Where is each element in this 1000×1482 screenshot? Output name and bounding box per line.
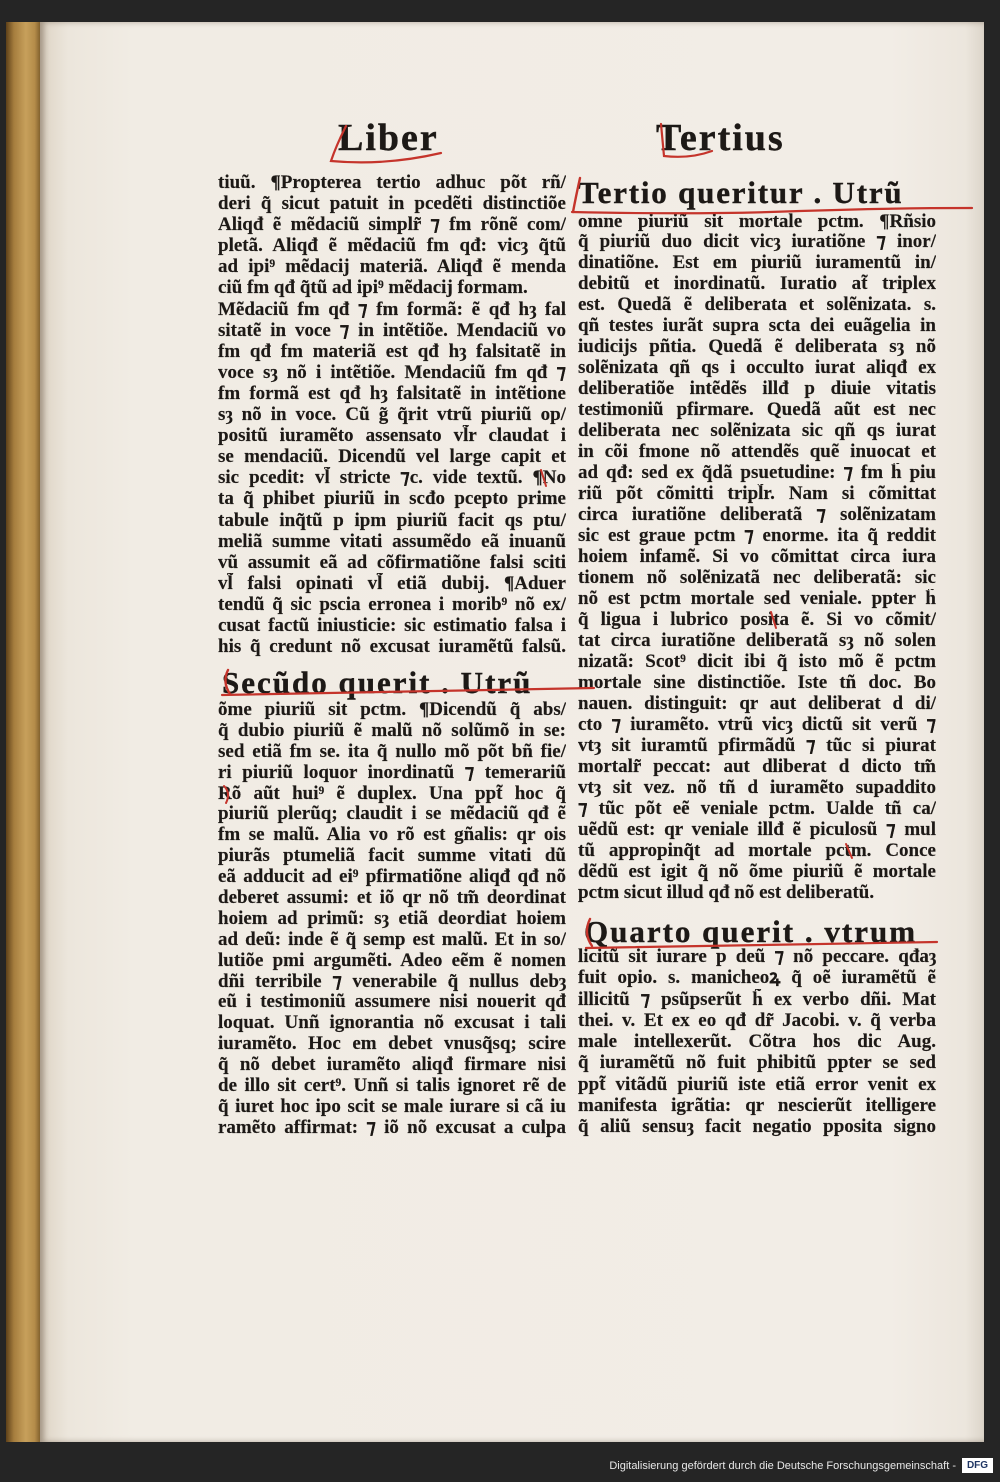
text-line: tiuũ. ¶Propterea tertio adhuc põt rñ/ xyxy=(218,172,566,193)
text-line: tũ appropinq̃t ad mortale pctm. Conce xyxy=(578,840,936,861)
text-line: voce sȝ nõ i intẽtiõe. Mendaciũ fm qđ ⁊ xyxy=(218,361,566,383)
running-head-right: Tertius xyxy=(656,117,785,159)
text-line: mortalr̃ peccat: aut dliberat d dicto tm̃ xyxy=(578,756,936,777)
text-line: illicitũ ⁊ psũpserũt h̃ ex verbo dñi. Mat xyxy=(578,988,936,1010)
text-line: lutiõe pmi argumẽti. Adeo eẽm ẽ nomen xyxy=(218,950,566,971)
text-line: ppt̃ vitãdũ piuriũ iste etiã error venit ex xyxy=(578,1073,936,1095)
text-line: pletã. Aliqđ ẽ mẽdaciũ fm qđ: vicȝ q̃tũ xyxy=(218,235,566,257)
text-line: q̃ dubio piuriũ ẽ malũ nõ solũmõ in se: xyxy=(218,720,566,741)
text-line: fm qđ fm materiã est qđ hȝ falsitatẽ in xyxy=(218,340,566,362)
text-line: ⁊ tũc põt eẽ veniale pctm. Ualde tñ ca/ xyxy=(578,798,936,819)
text-line: testimoniũ pfirmare. Quedã aũt est nec xyxy=(578,400,936,421)
text-line: sic est graue pctm ⁊ enorme. ita q̃ reddit xyxy=(578,526,936,547)
text-line: positũ iuramẽto assensato vl̃r claudat i xyxy=(218,425,566,447)
text-line: ramẽto affirmat: ⁊ iõ nõ excusat a culpa xyxy=(218,1117,566,1138)
digitization-credit: Digitalisierung gefördert durch die Deutsche Forschungsgemeinschaft - xyxy=(609,1460,956,1472)
text-line: q̃ aliũ sensuȝ facit negatio pposita signo xyxy=(578,1116,936,1138)
text-line: q̃ iuret hoc ipo scit se male iurare si cã iu xyxy=(218,1096,566,1117)
text-line: Rõ aũt hui⁹ ẽ duplex. Una ppt̃ hoc q̃ xyxy=(218,783,566,804)
text-line: se mendaciũ. Dicendũ vel large capit et xyxy=(218,446,566,468)
text-line: tabule inq̃tũ p ipm piuriũ facit qs ptu/ xyxy=(218,509,566,531)
text-line: thei. v. Et ex eo qđ dr̃ Jacobi. v. q̃ verba xyxy=(578,1009,936,1031)
text-line: deri q̃ sicut patuit in pcedẽti distinctiõe xyxy=(218,193,566,215)
text-line: de illo sit cert⁹. Unñ si talis ignoret rẽ de xyxy=(218,1076,566,1097)
text-line: licitũ sit iurare p deũ ⁊ nõ peccare. qđaȝ xyxy=(578,946,936,967)
text-line: circa iuratiõne deliberatã ⁊ solẽnizatam xyxy=(578,505,936,526)
text-line: dinatiõne. Est em piuriũ iuramentũ in/ xyxy=(578,253,936,274)
text-line: hoiem ad primũ: sȝ etiã deordiat hoiem xyxy=(218,908,566,929)
right-column-text-a xyxy=(578,212,936,904)
text-line: vtȝ sit iuramtũ pfirmãdũ ⁊ tũc si piurat xyxy=(578,735,936,756)
right-column-text-b xyxy=(578,946,936,1138)
text-line: riũ põt cõmitti tripl̃r. Nam si cõmittat xyxy=(578,484,936,505)
text-line: uẽdũ est: qr veniale illđ ẽ piculosũ ⁊ mul xyxy=(578,819,936,840)
section-heading-secundo: Secũdo querit . Utrũ xyxy=(222,665,533,700)
text-line: manifesta igrãtia: qr nescierũt itelligere xyxy=(578,1095,936,1117)
text-line: sȝ nõ in voce. Cũ g̃ q̃rit vtrũ piuriũ op/ xyxy=(218,404,566,426)
text-line: pctm sicut illud qđ nõ est deliberatũ. xyxy=(578,882,875,903)
text-line: ad deũ: inde ẽ q̃ semp est malũ. Et in so/ xyxy=(218,929,566,950)
left-column-text-b xyxy=(218,700,566,1139)
text-line: q̃ piuriũ duo dicit vicȝ iuratiõne ⁊ inor/ xyxy=(578,232,936,253)
text-line: sitatẽ in voce ⁊ in intẽtiõe. Mendaciũ vo xyxy=(218,319,566,341)
section-heading-quarto: Quarto querit . vtrum xyxy=(584,914,918,949)
text-line: nizatã: Scot⁹ dicit ibi q̃ isto mõ ẽ pctm xyxy=(578,651,936,672)
text-line: õme piuriũ sit pctm. ¶Dicendũ q̃ abs/ xyxy=(218,700,566,720)
text-line: fm formã est qđ hȝ falsitatẽ in intẽtione xyxy=(218,382,566,404)
text-line: tat circa iuratiõne deliberatã sȝ nõ solen xyxy=(578,630,936,651)
text-line: cto ⁊ iuramẽto. vtrũ vicȝ dictũ sit verũ ⁊ xyxy=(578,714,936,735)
text-line: ciũ fm qđ q̃tũ ad ipi⁹ mẽdacij formam. xyxy=(218,277,528,299)
text-line: q̃ ligua i lubrico posita ẽ. Si vo cõmit/ xyxy=(578,609,936,630)
text-line: ri piuriũ loquor inordinatũ ⁊ temerariũ xyxy=(218,762,566,783)
text-line: meliã summe vitati assumẽdo eã inuanũ xyxy=(218,530,566,552)
text-line: fuit opio. s. manicheoꝝ q̃ oẽ iuramẽtũ ẽ xyxy=(578,967,936,989)
dfg-logo: DFG xyxy=(962,1458,993,1473)
section-heading-tertio: Tertio queritur . Utrũ xyxy=(578,175,904,210)
text-line: ta q̃ phibet piuriũ in scđo pcepto prime xyxy=(218,488,566,510)
text-line: q̃ iuramẽtũ nõ fuit phibitũ ppter se sed xyxy=(578,1052,936,1074)
text-line: loquat. Unñ ignorantia nõ excusat i tali xyxy=(218,1013,566,1034)
text-line: fm se malũ. Alia vo rõ est gñalis: qr ois xyxy=(218,825,566,846)
text-line: vũ assumit eã ad cõfirmatiõne falsi sciti xyxy=(218,551,566,573)
text-line: vtȝ sit vez. nõ tñ d iuramẽto supaddito xyxy=(578,777,936,798)
text-line: male intellexerũt. Cõtra hos dic Aug. xyxy=(578,1031,936,1053)
text-line: Mẽdaciũ fm qđ ⁊ fm formã: ẽ qđ hȝ fal xyxy=(218,298,566,320)
text-line: iuramẽto. Hoc em debet vnusq̃sq; scire xyxy=(218,1034,566,1055)
text-line: sic pcedit: vl̃ stricte ⁊c. vide textũ. ¶No xyxy=(218,467,566,489)
text-line: solẽnizata qñ qs i occulto iurat aliqđ ex xyxy=(578,358,936,379)
text-line: eũ i testimoniũ assumere nisi nouerit qđ xyxy=(218,992,566,1013)
text-line: iudicijs pñtia. Quedã ẽ deliberata sȝ nõ xyxy=(578,337,936,358)
text-line: piuriũ plerũq; claudit i se mẽdaciũ qđ ẽ xyxy=(218,804,566,825)
text-line: est. Quedã ẽ deliberata et solẽnizata. s. xyxy=(578,295,936,316)
text-line: in cõi fmone nõ attendẽs quẽ inuocat et xyxy=(578,442,936,463)
text-line: his q̃ credunt nõ excusat iuramẽtũ falsũ. xyxy=(218,636,566,658)
text-line: ad qđ: sed ex q̃dã psuetudine: ⁊ fm h̃ piu xyxy=(578,463,936,484)
text-line: dñi terribile ⁊ venerabile q̃ nullus debȝ xyxy=(218,971,566,992)
text-line: sed etiã fm se. ita q̃ nullo mõ põt bñ fie/ xyxy=(218,741,566,762)
text-line: omne piuriũ sit mortale pctm. ¶Rñsio xyxy=(578,211,936,232)
text-line: eã adducit ad ei⁹ pfirmatiõne aliqđ qđ nõ xyxy=(218,867,566,888)
book-gilt-edge xyxy=(6,22,42,1442)
text-line: cusat factũ iniusticie: sic estimatio falsa i xyxy=(218,614,566,636)
text-line: nõ est pctm mortale sed veniale. ppter h̃ xyxy=(578,588,936,609)
text-line: mortale sine distinctiõe. Iste tñ doc. Bo xyxy=(578,672,936,693)
text-line: piurãs ptumeliã facit summe vitati dũ xyxy=(218,846,566,867)
text-line: qñ testes iurãt supra scta dei euãgelia in xyxy=(578,316,936,337)
text-line: ad ipi⁹ mẽdacij materiã. Aliqđ ẽ menda xyxy=(218,256,566,278)
text-line: tionem nõ solẽnizatã nec deliberatã: sic xyxy=(578,567,936,588)
text-line: hoiem infamẽ. Si vo cõmittat circa iura xyxy=(578,547,936,567)
text-line: debitũ et inordinatũ. Iuratio at̃ triplex xyxy=(578,274,936,295)
text-line: Aliqđ ẽ mẽdaciũ simplr̃ ⁊ fm rõnẽ com/ xyxy=(218,214,566,236)
text-line: deliberata nec solẽnizata sic qñ qs iurat xyxy=(578,421,936,442)
text-line: q̃ nõ debet iuramẽto aliqđ firmare nisi xyxy=(218,1055,566,1076)
running-head-left: Liber xyxy=(338,117,439,159)
text-line: dẽdũ est igit q̃ nõ õme piuriũ ẽ mortale xyxy=(578,861,936,882)
text-line: deberet assumi: et iõ qr nõ tm̃ deordinat xyxy=(218,888,566,909)
text-line: nauen. distinguit: qr aut deliberat d di/ xyxy=(578,693,936,714)
text-line: vl̃ falsi opinati vl̃ etiã dubij. ¶Aduer xyxy=(218,572,566,594)
left-column-text-a xyxy=(218,172,566,657)
text-line: tendũ q̃ sic pscia erronea i morib⁹ nõ ex/ xyxy=(218,593,566,615)
text-line: deliberatiõe intẽdẽs illđ p diuie vitatis xyxy=(578,379,936,400)
